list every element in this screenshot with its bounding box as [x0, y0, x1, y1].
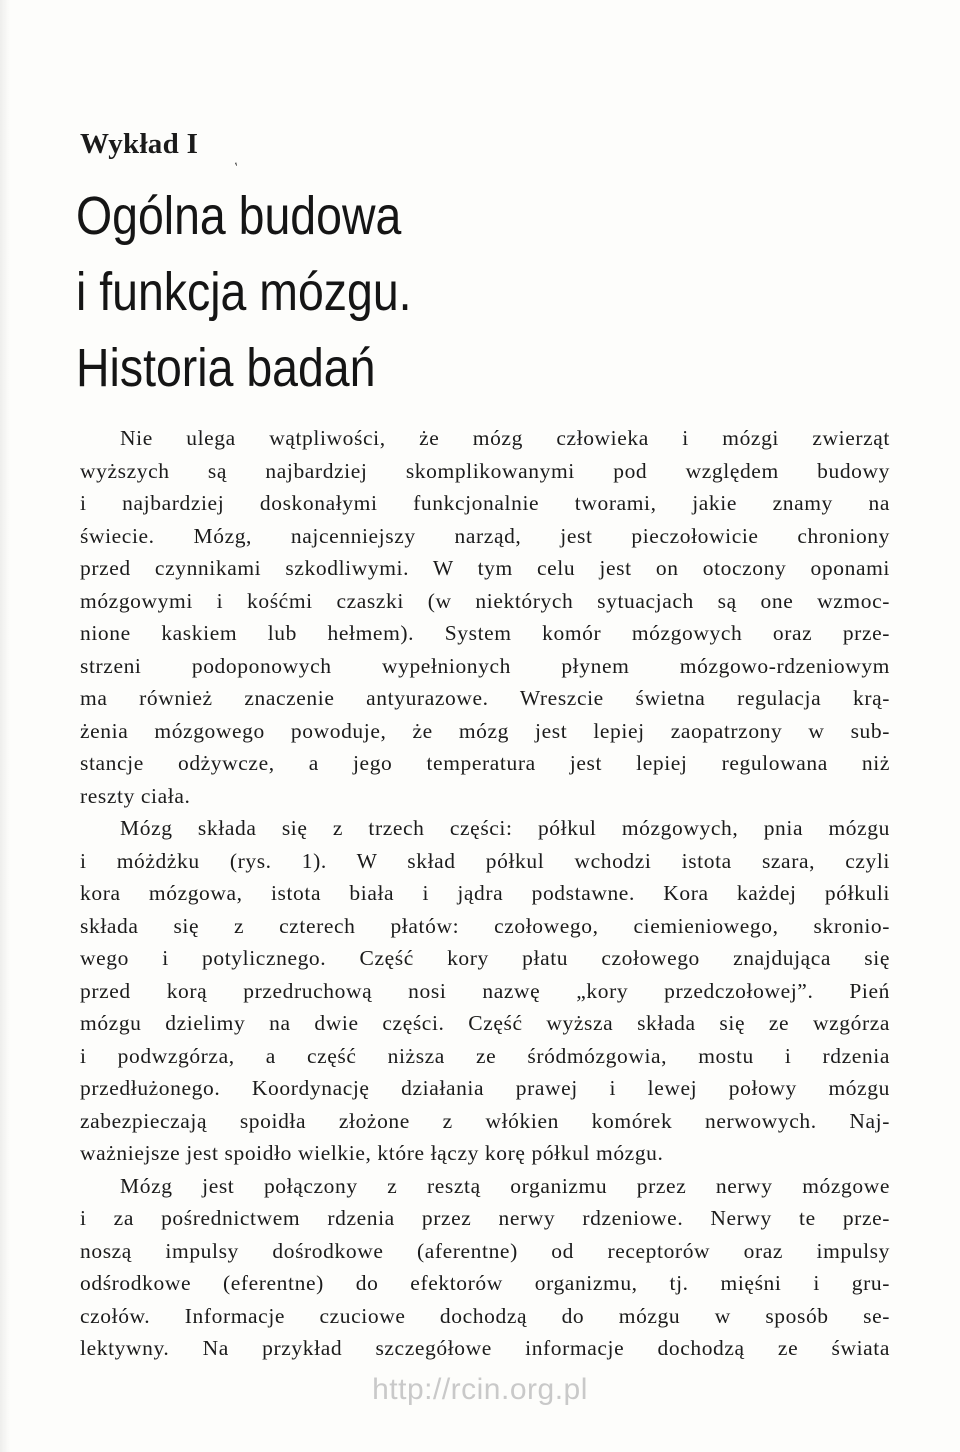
paragraph-line: odśrodkowe (eferentne) do efektorów organizmu, tj. mięśni i gru- — [80, 1271, 890, 1295]
title-line: Historia badań — [76, 338, 376, 398]
paragraph-line: zabezpieczają spoidła złożone z włókien komórek nerwowych. Naj- — [80, 1108, 890, 1133]
stray-accent-mark: ′ — [233, 160, 244, 175]
paragraph-line: żenia mózgowego powoduje, że mózg jest lepiej zaopatrzony w sub- — [80, 718, 890, 743]
paragraph-line: mózgu dzielimy na dwie części. Część wyższa składa się ze wzgórza — [80, 1011, 890, 1035]
paragraph-line: świecie. Mózg, najcenniejszy narząd, jest pieczołowicie chroniony — [80, 523, 890, 548]
title-line: Ogólna budowa — [76, 186, 402, 246]
paragraph-line: nione kaskiem lub hełmem). System komór mózgowych oraz prze- — [80, 621, 890, 645]
body-text — [80, 422, 890, 1365]
paragraph-line: Mózg jest połączony z resztą organizmu przez nerwy mózgowe — [120, 1173, 890, 1198]
paragraph-line: Mózg składa się z trzech części: półkul mózgowych, pnia mózgu — [120, 816, 890, 840]
paragraph-line: reszty ciała. — [80, 783, 191, 808]
paragraph-line: i móżdżku (rys. 1). W skład półkul wchodzi istota szara, czyli — [80, 848, 890, 873]
paragraph-line: i najbardziej doskonałymi funkcjonalnie tworami, jakie znamy na — [80, 491, 890, 515]
chapter-title — [76, 178, 412, 406]
paragraph-line: mózgowymi i kośćmi czaszki (w niektórych sytuacjach są one wzmoc- — [80, 588, 890, 613]
lecture-label: Wykład I — [80, 128, 199, 160]
paragraph-line: przedłużonego. Koordynację działania prawej i lewej połowy mózgu — [80, 1076, 890, 1100]
paragraph-line: Nie ulega wątpliwości, że mózg człowieka i mózgi zwierząt — [120, 426, 890, 450]
paragraph-line: kora mózgowa, istota biała i jądra podstawne. Kora każdej półkuli — [80, 881, 890, 905]
paragraph-line: ważniejsze jest spoidło wielkie, które łączy korę półkul mózgu. — [80, 1141, 664, 1165]
title-line: i funkcja mózgu. — [76, 262, 412, 322]
paragraph-line: ma również znaczenie antyurazowe. Wreszcie świetna regulacja krą- — [80, 686, 890, 710]
paragraph-line: i za pośrednictwem rdzenia przez nerwy rdzeniowe. Nerwy te prze- — [80, 1206, 890, 1230]
paragraph-line: noszą impulsy dośrodkowe (aferentne) od receptorów oraz impulsy — [80, 1238, 890, 1263]
paragraph-line: czołów. Informacje czuciowe dochodzą do mózgu w sposób se- — [80, 1303, 890, 1328]
paragraph-line: wyższych są najbardziej skomplikowanymi pod względem budowy — [80, 458, 890, 483]
paragraph-line: przed korą przedruchową nosi nazwę „kory przedczołowej”. Pień — [80, 978, 890, 1003]
paragraph-line: i podwzgórza, a część niższa ze śródmózgowia, mostu i rdzenia — [80, 1043, 890, 1068]
paragraph-line: przed czynnikami szkodliwymi. W tym celu jest on otoczony oponami — [80, 556, 890, 580]
paragraph-line: stancje odżywcze, a jego temperatura jest lepiej regulowana niż — [80, 751, 890, 775]
paragraph-line: strzeni podoponowych wypełnionych płynem mózgowo-rdzeniowym — [80, 653, 890, 678]
paragraph-line: wego i potylicznego. Część kory płatu czołowego znajdująca się — [80, 946, 890, 970]
paragraph-line: lektywny. Na przykład szczegółowe informacje dochodzą ze świata — [80, 1336, 890, 1360]
page-edge-shadow — [0, 0, 10, 1452]
source-watermark: http://rcin.org.pl — [372, 1373, 588, 1406]
paragraph-line: składa się z czterech płatów: czołowego, ciemieniowego, skronio- — [80, 913, 890, 938]
